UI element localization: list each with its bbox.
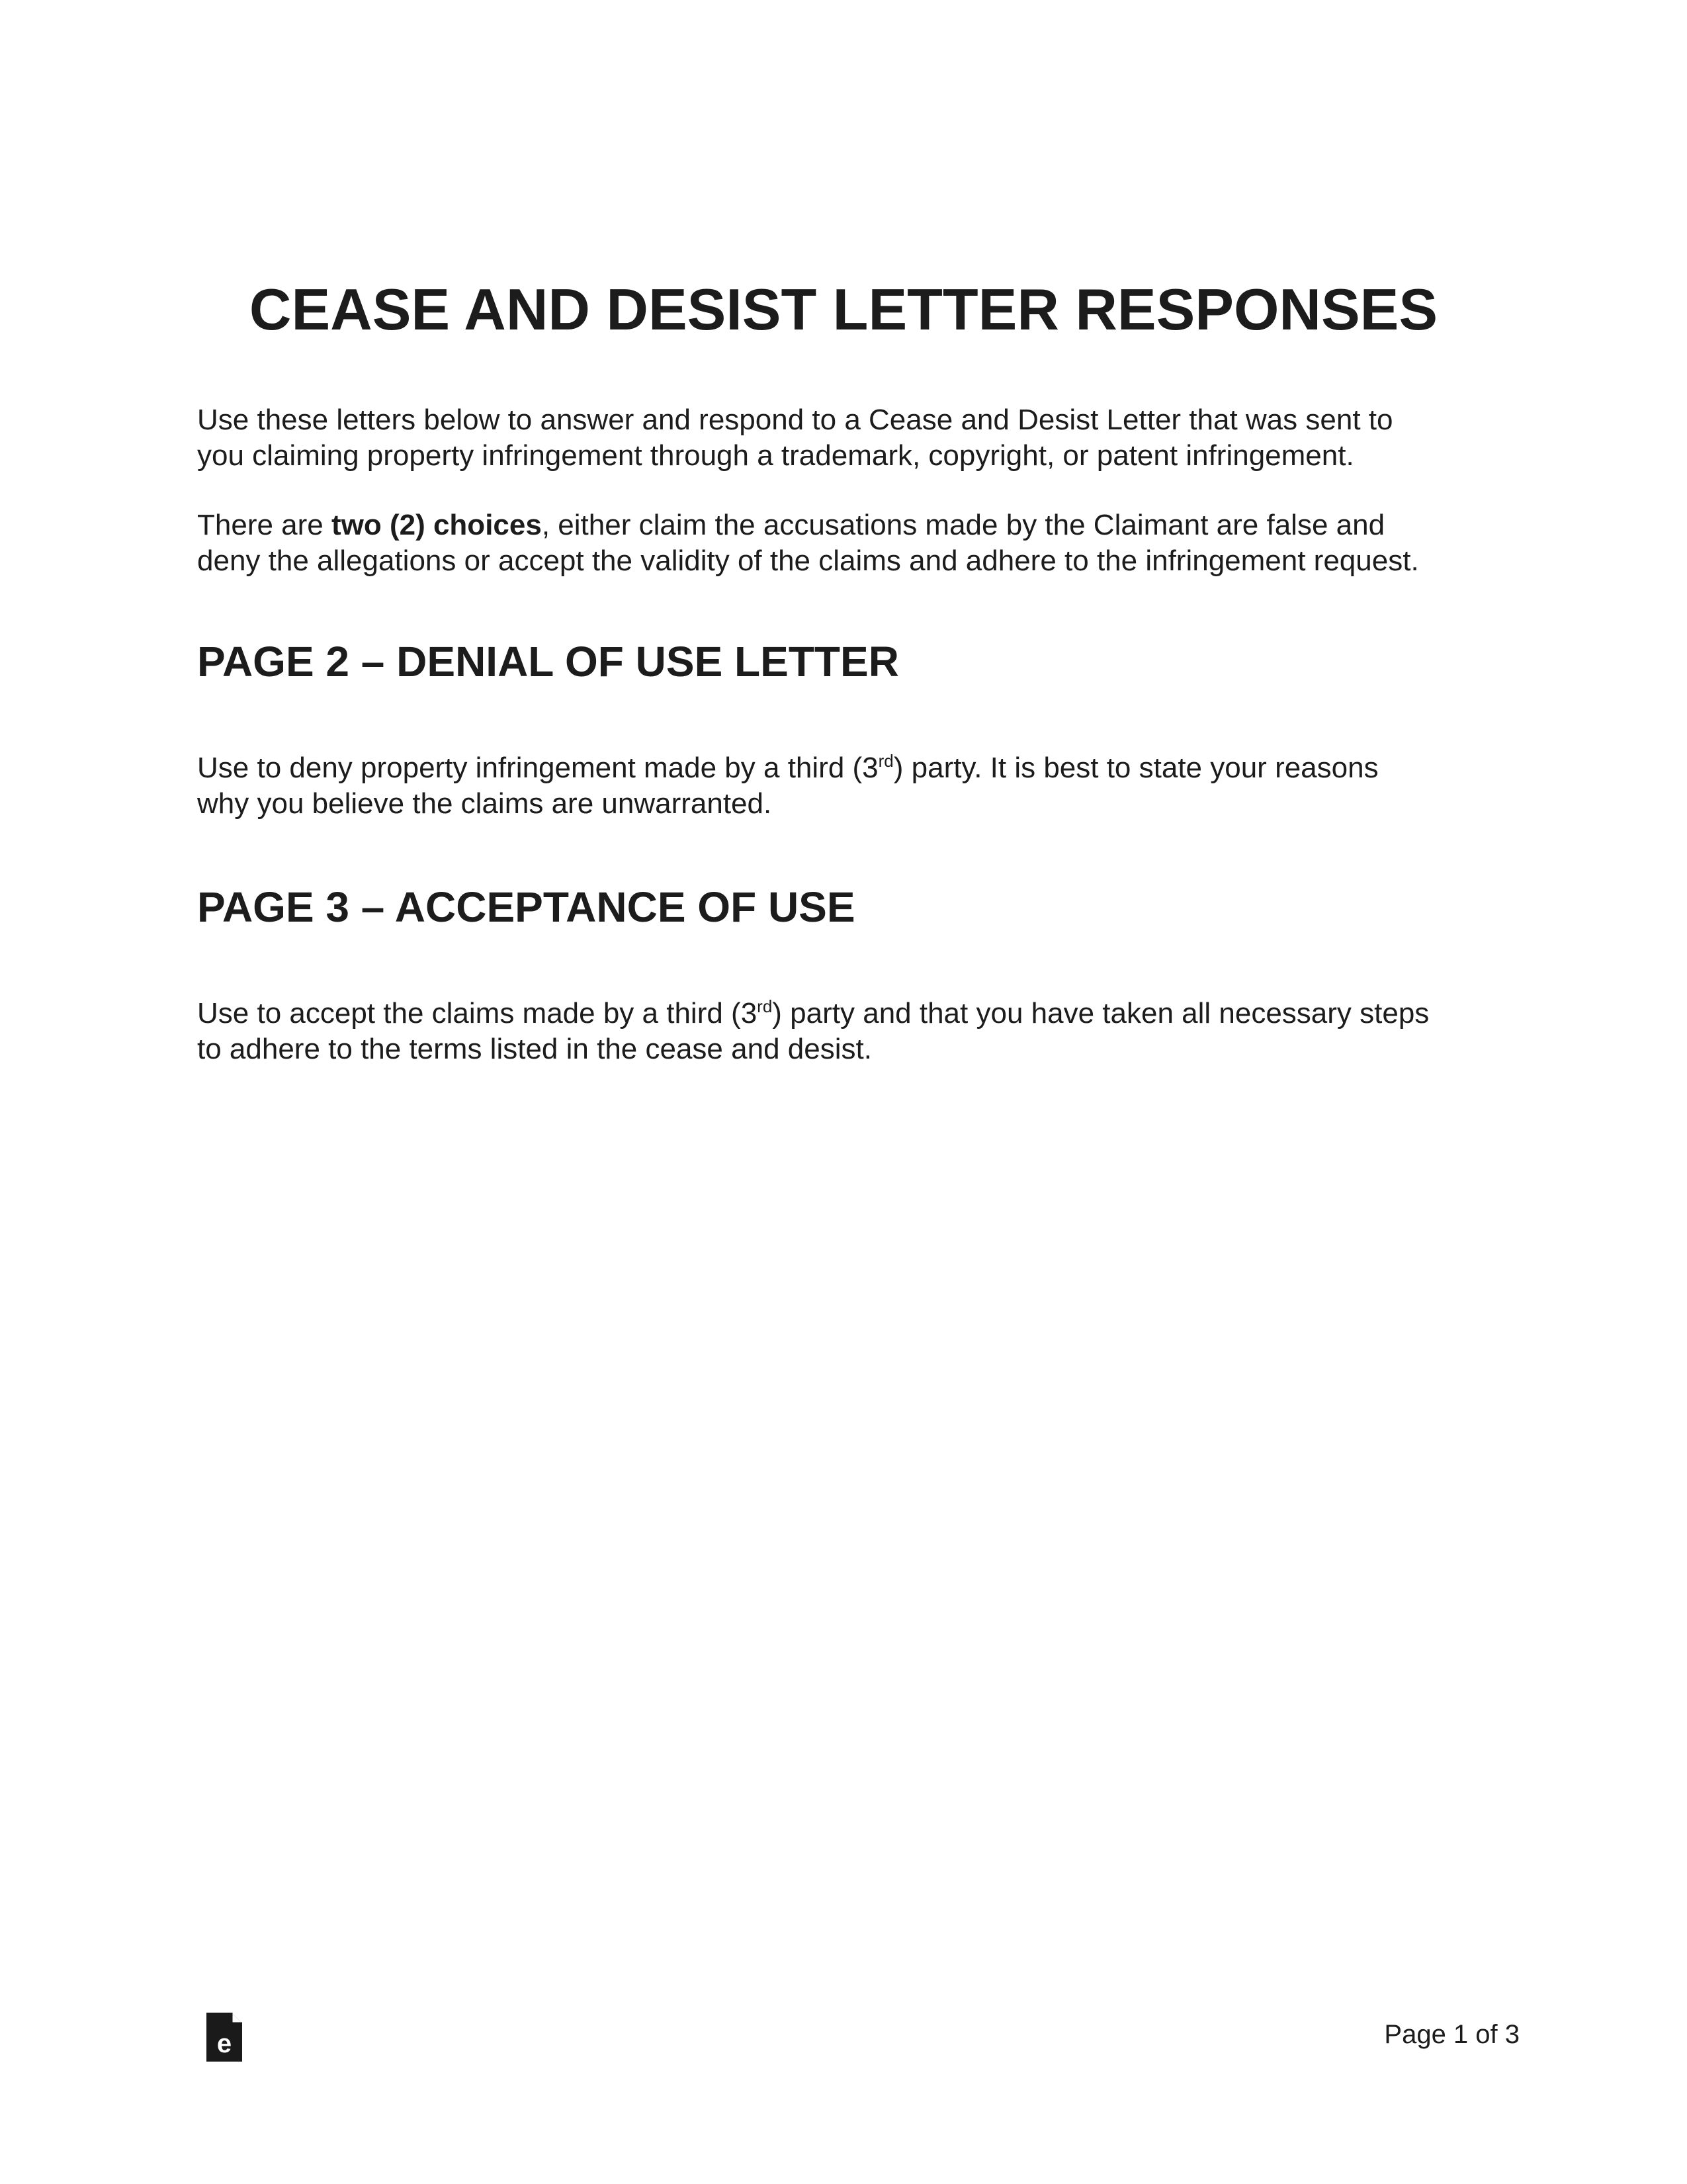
section-page-3-superscript: rd (757, 996, 773, 1016)
intro-line-2: you claiming property infringement through a trademark, copyright, or patent infringement. (197, 439, 1354, 472)
intro-line-1: Use these letters below to answer and respond to a Cease and Desist Letter that was sent to (197, 404, 1393, 436)
section-heading-page-3: PAGE 3 – ACCEPTANCE OF USE (197, 883, 855, 931)
page-number: Page 1 of 3 (1384, 2020, 1520, 2049)
section-page-3-suffix: ) party and that you have taken all necessary steps (772, 997, 1430, 1029)
section-page-3-line-2: to adhere to the terms listed in the cease and desist. (197, 1033, 872, 1065)
section-page-2-line-1 (197, 750, 1507, 786)
choices-bold: two (2) choices (331, 509, 542, 541)
section-page-3-prefix: Use to accept the claims made by a third (3 (197, 997, 757, 1029)
section-paragraph-page-2 (197, 750, 1507, 822)
choices-prefix: There are (197, 509, 331, 541)
section-paragraph-page-3 (197, 996, 1507, 1067)
choices-paragraph (197, 507, 1507, 579)
choices-line-2: deny the allegations or accept the validity of the claims and adhere to the infringement request. (197, 545, 1419, 577)
section-page-2-superscript: rd (878, 751, 894, 771)
svg-text:e: e (216, 2029, 232, 2058)
choices-line-1 (197, 507, 1507, 543)
eforms-logo-icon (205, 2011, 243, 2063)
section-page-2-line-2: why you believe the claims are unwarranted. (197, 787, 772, 820)
section-heading-page-2: PAGE 2 – DENIAL OF USE LETTER (197, 638, 899, 685)
intro-paragraph (197, 402, 1507, 474)
section-page-2-prefix: Use to deny property infringement made by a third (3 (197, 752, 879, 784)
section-page-3-line-1 (197, 996, 1507, 1031)
section-page-2-suffix: ) party. It is best to state your reasons (893, 752, 1379, 784)
choices-suffix: , either claim the accusations made by the Claimant are false and (541, 509, 1385, 541)
document-title: CEASE AND DESIST LETTER RESPONSES (249, 277, 1438, 342)
